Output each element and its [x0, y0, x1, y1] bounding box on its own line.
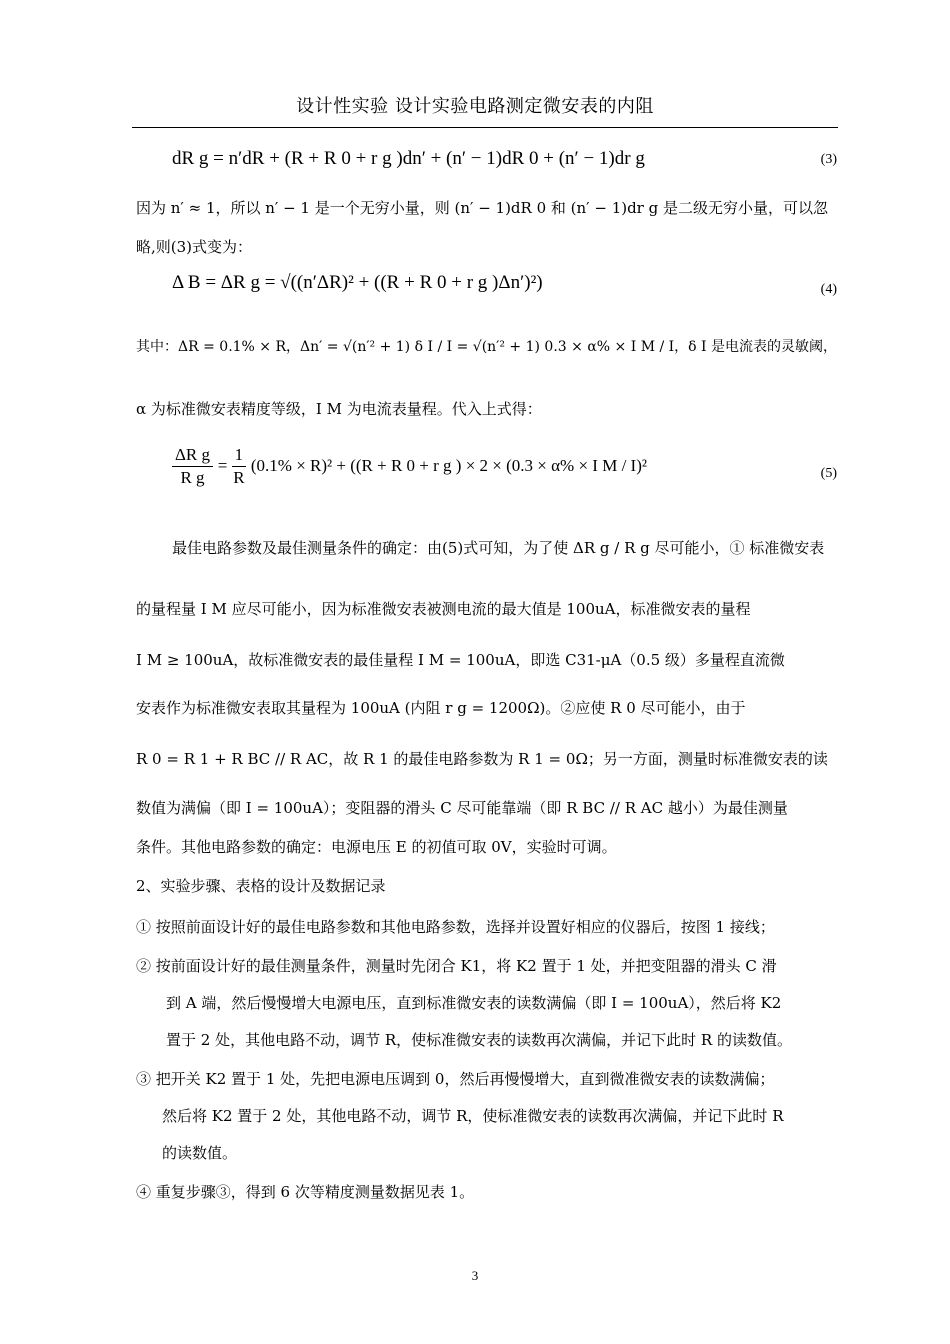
- equation-5: $\frac{\text{ΔR g}}{\text{R g}}$ = $\frac{1}{R}$ (0.1% × R)² + ((R + R 0 + r g ) × 2 × (0.3 × α% × I M / I)²: [172, 444, 647, 489]
- step-3: ③ 把开关 K2 置于 1 处，先把电源电压调到 0，然后再慢慢增大，直到微准微安表的读数满偏；: [136, 1070, 775, 1088]
- paragraph-line: R 0 = R 1 + R BC // R AC，故 R 1 的最佳电路参数为 R 1 = 0Ω；另一方面，测量时标准微安表的读: [136, 750, 828, 768]
- step-2: ② 按前面设计好的最佳测量条件，测量时先闭合 K1，将 K2 置于 1 处，并把变阻器的滑头 C 滑: [136, 957, 777, 975]
- step-1: ① 按照前面设计好的最佳电路参数和其他电路参数，选择并设置好相应的仪器后，按图 1 接线；: [136, 918, 775, 936]
- equation-3: dR g = n′dR + (R + R 0 + r g )dn′ + (n′ − 1)dR 0 + (n′ − 1)dr g: [172, 148, 645, 169]
- paragraph-line: 条件。其他电路参数的确定：电源电压 E 的初值可取 0V，实验时可调。: [136, 838, 617, 856]
- equation-4-number: (4): [820, 282, 837, 297]
- step-3-cont: 的读数值。: [162, 1144, 238, 1162]
- eq5-rhs-denominator: R: [233, 468, 245, 487]
- eq5-lhs-denominator: R g: [180, 468, 205, 487]
- step-2-cont: 到 A 端，然后慢慢增大电源电压，直到标准微安表的读数满偏（即 I = 100uA），然后将 K2: [166, 994, 782, 1012]
- step-2-cont: 置于 2 处，其他电路不动，调节 R，使标准微安表的读数再次满偏，并记下此时 R 的读数值。: [166, 1031, 792, 1049]
- paragraph-line: 数值为满偏（即 I = 100uA）；变阻器的滑头 C 尽可能靠端（即 R BC // R AC 越小）为最佳测量: [136, 799, 788, 817]
- paragraph-line: 其中：ΔR = 0.1% × R，Δn′ = √(n′² + 1) δ I / I = √(n′² + 1) 0.3 × α% × I M / I，δ I 是电流表的灵敏阈，: [136, 339, 838, 355]
- section-heading: 2、实验步骤、表格的设计及数据记录: [136, 877, 386, 895]
- paragraph-line: 略,则(3)式变为：: [136, 238, 253, 256]
- eq5-lhs-numerator: ΔR g: [172, 444, 213, 467]
- step-3-cont: 然后将 K2 置于 2 处，其他电路不动，调节 R，使标准微安表的读数再次满偏，并记下此时 R: [162, 1107, 784, 1125]
- paragraph-line: 最佳电路参数及最佳测量条件的确定：由(5)式可知，为了使 ΔR g / R g 尽可能小，① 标准微安表: [172, 539, 825, 557]
- eq5-body: (0.1% × R)² + ((R + R 0 + r g ) × 2 × (0.3 × α% × I M / I)²: [250, 455, 647, 475]
- eq5-rhs-numerator: 1: [232, 444, 247, 467]
- eq5-lhs-fraction: [172, 444, 213, 489]
- equation-3-number: (3): [820, 152, 837, 167]
- page-title: 设计性实验 设计实验电路测定微安表的内阻: [296, 96, 654, 117]
- paragraph-line: I M ≥ 100uA，故标准微安表的最佳量程 I M = 100uA，即选 C31-μA（0.5 级）多量程直流微: [136, 651, 785, 669]
- step-4: ④ 重复步骤③，得到 6 次等精度测量数据见表 1。: [136, 1183, 475, 1201]
- paragraph-line: α 为标准微安表精度等级，I M 为电流表量程。代入上式得：: [136, 400, 542, 418]
- paragraph-line: 安表作为标准微安表取其量程为 100uA (内阻 r g = 1200Ω)。②应使 R 0 尽可能小，由于: [136, 699, 746, 717]
- eq5-rhs-fraction: [232, 444, 247, 489]
- page-number: 3: [471, 1268, 479, 1283]
- paragraph-line: 的量程量 I M 应尽可能小，因为标准微安表被测电流的最大值是 100uA，标准微安表的量程: [136, 600, 751, 618]
- equation-4: Δ B = ΔR g = √((n′ΔR)² + ((R + R 0 + r g )Δn′)²): [172, 272, 543, 293]
- paragraph-line: 因为 n′ ≈ 1，所以 n′ − 1 是一个无穷小量，则 (n′ − 1)dR 0 和 (n′ − 1)dr g 是二级无穷小量，可以忽: [136, 199, 828, 217]
- equation-5-number: (5): [820, 466, 837, 481]
- header-divider: [132, 127, 838, 128]
